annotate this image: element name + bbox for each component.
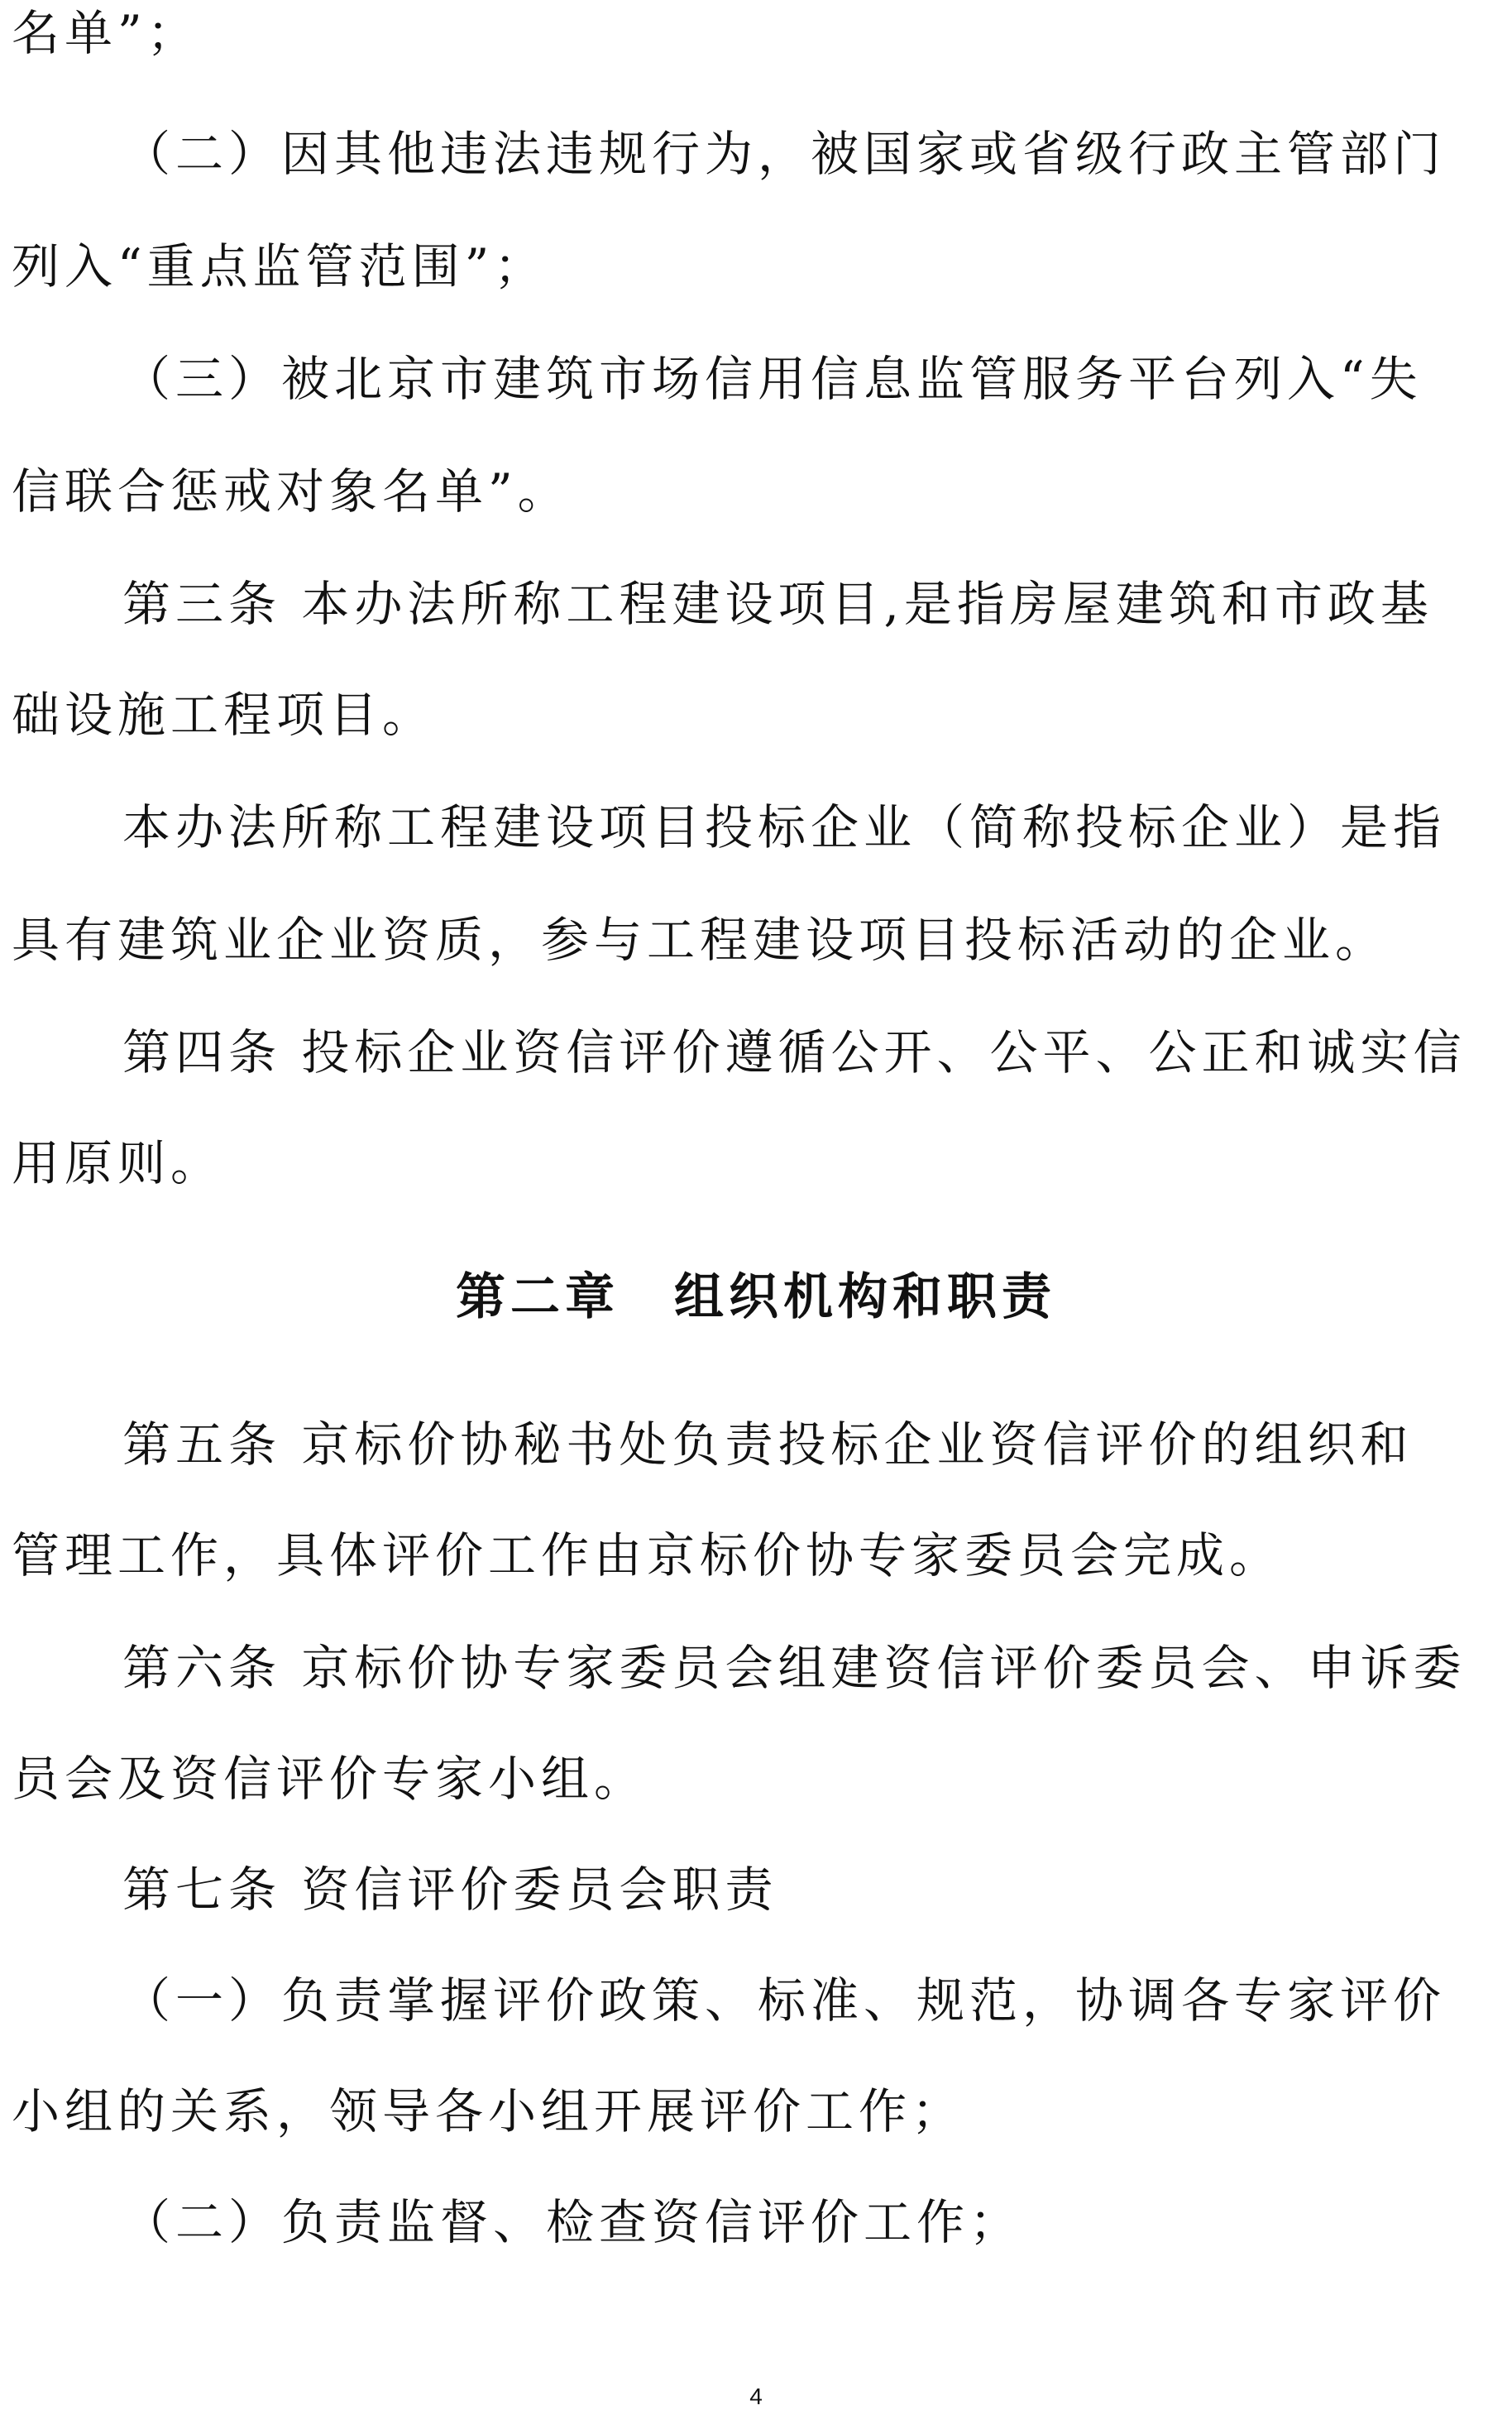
text-line: 本办法所称工程建设项目投标企业（简称投标企业）是指 bbox=[122, 799, 1447, 855]
text-line: 础设施工程项目。 bbox=[12, 687, 436, 743]
text-line: （三）被北京市建筑市场信用信息监管服务平台列入“失 bbox=[122, 351, 1423, 407]
text-line: （一）负责掌握评价政策、标准、规范，协调各专家评价 bbox=[122, 1972, 1447, 2029]
article-5-line: 第五条 京标价协秘书处负责投标企业资信评价的组织和 bbox=[122, 1416, 1414, 1473]
chapter-heading: 第二章 组织机构和职责 bbox=[456, 1268, 1056, 1326]
text-line: （二）因其他违法违规行为，被国家或省级行政主管部门 bbox=[122, 126, 1447, 182]
text-line: 员会及资信评价专家小组。 bbox=[12, 1751, 648, 1807]
text-line: （二）负责监督、检查资信评价工作； bbox=[122, 2194, 1023, 2250]
text-line: 用原则。 bbox=[12, 1135, 224, 1191]
article-4-line: 第四条 投标企业资信评价遵循公开、公平、公正和诚实信 bbox=[122, 1024, 1467, 1080]
text-line: 小组的关系，领导各小组开展评价工作； bbox=[12, 2083, 965, 2139]
text-line: 管理工作，具体评价工作由京标价协专家委员会完成。 bbox=[12, 1527, 1283, 1584]
text-line: 名单”； bbox=[12, 5, 200, 61]
article-3-line: 第三条 本办法所称工程建设项目,是指房屋建筑和市政基 bbox=[122, 576, 1433, 632]
article-6-line: 第六条 京标价协专家委员会组建资信评价委员会、申诉委 bbox=[122, 1640, 1467, 1696]
article-7-line: 第七条 资信评价委员会职责 bbox=[122, 1861, 778, 1918]
text-line: 列入“重点监管范围”； bbox=[12, 238, 548, 295]
page-number: 4 bbox=[749, 2384, 763, 2409]
text-line: 具有建筑业企业资质，参与工程建设项目投标活动的企业。 bbox=[12, 912, 1389, 968]
text-line: 信联合惩戒对象名单”。 bbox=[12, 463, 571, 520]
